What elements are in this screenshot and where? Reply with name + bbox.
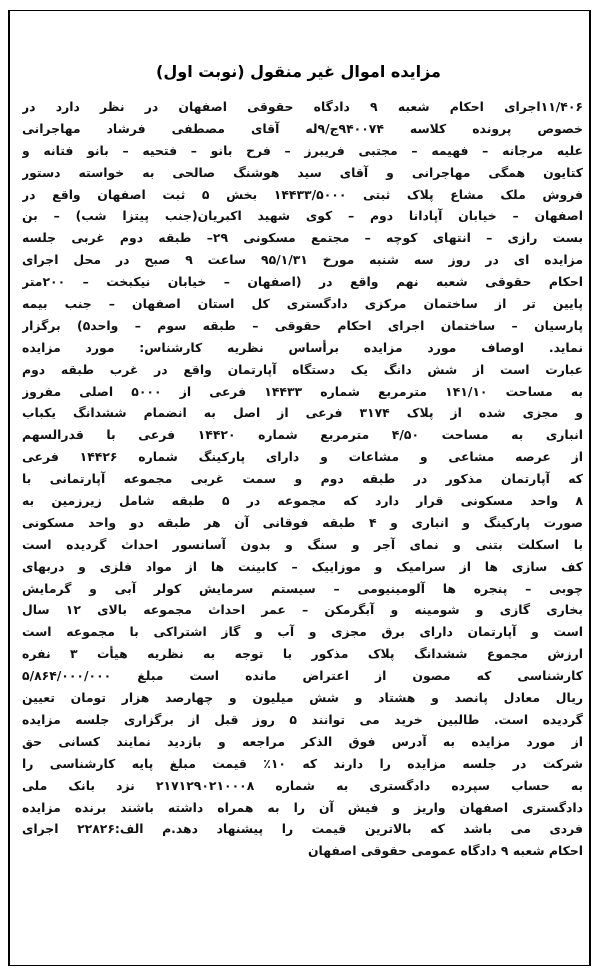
notice-line: صورت پارکینگ و انباری و ۴ طبقه فوقانی آن هر طبقه دو واحد مسکونی xyxy=(22,514,583,530)
notice-line: کتایون همگی مهاجرانی و آقای سید هوشنگ صالحی به خواسته دستور xyxy=(22,164,583,180)
notice-line: پایین تر از ساختمان مرکزی دادگستری کل استان اصفهان – جنب بیمه xyxy=(22,296,583,312)
notice-line: به حساب سپرده دادگستری به شماره ۲۱۷۱۲۹۰۲۱۰۰۰۸ نزد بانک ملی xyxy=(22,777,583,793)
notice-line: مزایده ای در روز سه شنبه مورخ ۹۵/۱/۳۱ ساعت ۹ صبح در محل اجرای xyxy=(22,252,583,268)
notice-line: علیه مرجانه – فهیمه – مجتبی فریبرز – فرح بانو – فتحیه – بانو فتانه و xyxy=(22,142,583,158)
notice-body xyxy=(22,96,583,862)
notice-title: مزایده اموال غیر منقول (نوبت اول) xyxy=(156,62,441,81)
notice-line: اصفهان – خیابان آپادانا دوم – کوی شهید اکبریان(جنب پیتزا شب) – بن xyxy=(22,208,583,224)
notice-line: انباری به مساحت ۴/۵۰ مترمربع شماره ۱۴۴۲۰ فرعی با قدرالسهم xyxy=(22,427,583,443)
notice-line: ۸ واحد مسکونی قرار دارد که مجموعه در ۵ طبقه شامل زیرزمین به xyxy=(22,493,583,509)
notice-line: ۱۱/۴۰۶اجرای احکام شعبه ۹ دادگاه حقوقی اصفهان در نظر دارد در xyxy=(22,99,583,114)
notice-line: فروش ملک مشاع پلاک ثبتی ۱۴۴۳۳/۵۰۰۰ بخش ۵ ثبت اصفهان واقع در xyxy=(22,186,583,202)
notice-line: فردی می باشد که بالاترین قیمت را پیشنهاد دهد.م الف:۲۲۸۲۶ اجرای xyxy=(22,821,583,837)
notice-line: به مساحت ۱۴۱/۱۰ مترمربع شماره ۱۴۴۳۳ فرعی از ۵۰۰۰ اصلی مفروز xyxy=(22,383,583,399)
notice-line: کف سازی ها از سرامیک و موزاییک – کابینت ها از مواد فلزی و دربهای xyxy=(22,558,583,574)
notice-line: از مورد مزایده به آدرس فوق الذکر مراجعه و بازدید نمایند کسانی حق xyxy=(22,733,583,749)
notice-line: از عرصه مشاعی و مشاعات و دارای پارکینگ شماره ۱۴۴۲۶ فرعی xyxy=(22,449,583,465)
notice-line: بخاری گازی و شومینه و آبگرمکن – عمر احداث مجموعه بالای ۱۲ سال xyxy=(22,602,583,618)
notice-line: گردیده است. طالبین خرید می توانند ۵ روز قبل از برگزاری جلسه مزایده xyxy=(22,711,583,727)
notice-line: است و آپارتمان دارای برق مجزی و آب و گاز اشتراکی با مجموعه است xyxy=(22,624,583,640)
notice-line: دادگستری اصفهان واریز و فیش آن را به همراه داشته باشند برنده مزایده xyxy=(22,799,583,815)
notice-line: که آپارتمان مذکور در طبقه دوم و سمت غربی مجموعه آپارتمانی با xyxy=(22,471,583,487)
notice-line: چوبی – پنجره ها آلومینیومی – سیستم سرمایش کولر آبی و گرمایش xyxy=(22,580,583,596)
notice-line: خصوص پرونده کلاسه ۹۴۰۰۷۴ج/۹له آقای مصطفی فرشاد مهاجرانی xyxy=(22,120,583,136)
notice-line: و مجزی شده از پلاک ۳۱۷۴ فرعی از اصل به انضمام ششدانگ یکباب xyxy=(22,405,583,421)
notice-line: نماید. اوصاف مورد مزایده برأساس نظریه کارشناس: مورد مزایده xyxy=(22,339,583,355)
notice-line: کارشناسی که مصون از اعتراض مانده است مبلغ ۵/۸۶۴/۰۰۰/۰۰۰ xyxy=(22,668,583,684)
notice-line: پارسیان – ساختمان اجرای احکام حقوقی – طبقه سوم – واحد۵) برگزار xyxy=(22,317,583,333)
notice-line: با اسکلت بتنی و نمای آجر و سنگ و بدون آسانسور احداث گردیده است xyxy=(22,536,583,552)
notice-line: بست رازی – انتهای کوچه – مجتمع مسکونی ۲۹– طبقه دوم غربی جلسه xyxy=(22,230,583,246)
notice-line: احکام حقوقی شعبه نهم واقع در (اصفهان – خیابان نیکبخت – ۲۰۰متر xyxy=(22,274,583,290)
notice-line: ریال معادل پانصد و هشتاد و شش میلیون و چهارصد هزار تومان تعیین xyxy=(22,690,583,706)
notice-line: احکام شعبه ۹ دادگاه عمومی حقوقی اصفهان xyxy=(307,843,583,859)
notice-line: شرکت در جلسه مزایده را دارند که ۱۰٪ قیمت مبلغ پایه کارشناسی را xyxy=(22,755,583,771)
notice-line: عبارت است از شش دانگ یک دستگاه آپارتمان واقع در غرب طبقه دوم xyxy=(22,361,583,377)
notice-line: ارزش مجموع ششدانگ پلاک مذکور با توجه به نظریه هیأت ۳ نفره xyxy=(22,646,583,662)
